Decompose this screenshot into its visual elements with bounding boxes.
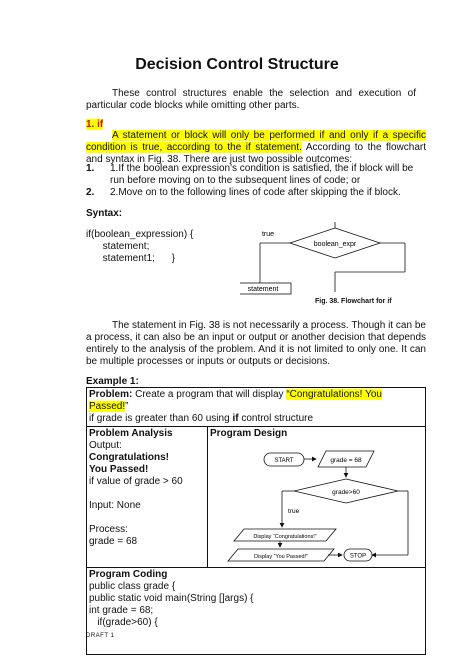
code-line: if(grade>60) { [89,617,158,628]
code-line: int grade = 68; [89,605,154,616]
explanation-paragraph: The statement in Fig. 38 is not necessarily a process. Though it can be a process, it can also be an input or output or another decision that depends entirely to the analysis of the problem. And it is not limited to only one. It can be multiple processes or inputs or outputs or decisions. [86,320,426,367]
problem-close-quote: ” [125,401,129,412]
assign-label: grade = 68 [330,457,362,464]
table-row [87,388,426,427]
example-heading: Example 1: [86,376,139,387]
code-line: if(boolean_expression) { [86,229,194,240]
process-value: grade = 68 [89,536,138,547]
coding-heading: Program Coding [89,569,168,580]
problem-cell [87,388,426,427]
true-label: true [288,508,300,515]
display1-label: Display “Congratulations!” [253,534,317,540]
output-value: Congratulations! [89,452,169,463]
page-title: Decision Control Structure [135,56,339,73]
if-highlighted-text: A statement or block will only be performed if and only if a specific condition is true, according to the if statement. [86,130,426,153]
table-row [87,568,426,655]
problem-if-keyword: if [232,413,239,424]
intro-paragraph: These control structures enable the selection and execution of particular code blocks while omitting other parts. [86,88,416,111]
list-text: 1.If the boolean expression's condition is satisfied, the if block will be run before moving on to the subsequent lines of code; or [110,163,414,186]
process-label: Process: [89,524,128,535]
if-description [86,130,426,166]
problem-line2: if grade is greater than 60 using [89,413,233,424]
outcome-list [86,163,426,199]
code-line: public static void main(String []args) { [89,593,254,604]
example-table [86,387,426,655]
problem-line2-end: control structure [238,413,314,424]
input-text: Input: None [89,500,141,511]
code-line: statement; [86,241,150,252]
syntax-heading: Syntax: [86,208,123,219]
true-label: true [261,231,275,238]
if-rest-text: According to the flowchart and syntax in Fig. 38. There are just two possible outcomes: [86,142,426,165]
if-flowchart [240,222,420,300]
list-item [86,187,426,199]
design-cell [208,427,426,568]
condition-label: grade>60 [332,489,360,496]
list-number: 2. [86,187,95,198]
grade-flowchart [208,441,426,567]
list-text: 2.Move on to the following lines of code after skipping the if block. [110,187,401,198]
analysis-cell [87,427,208,568]
list-item [86,163,426,187]
design-heading: Program Design [210,428,288,439]
output-value: You Passed! [89,464,149,475]
output-label: Output: [89,440,122,451]
display2-label: Display “You Passed!” [254,554,308,560]
code-line: statement1; } [86,253,175,264]
output-condition: if value of grade > 60 [89,476,183,487]
syntax-code [86,229,193,265]
list-number: 1. [86,163,95,174]
code-line: public class grade { [89,581,176,592]
problem-label: Problem: [89,389,133,400]
page-footer: DRAFT 1 [86,633,115,639]
coding-cell [87,568,426,655]
table-row [87,427,426,568]
stop-label: STOP [349,553,367,560]
figure-caption: Fig. 38. Flowchart for if [315,298,392,305]
section-if-heading-text: 1. if [86,119,104,130]
problem-text: Create a program that will display [132,389,287,400]
problem-highlight: “Congratulations! You Passed! [89,389,382,412]
start-label: START [274,458,294,464]
analysis-heading: Problem Analysis [89,428,173,439]
statement-label: statement [247,286,279,293]
condition-label: boolean_expr [313,241,357,248]
